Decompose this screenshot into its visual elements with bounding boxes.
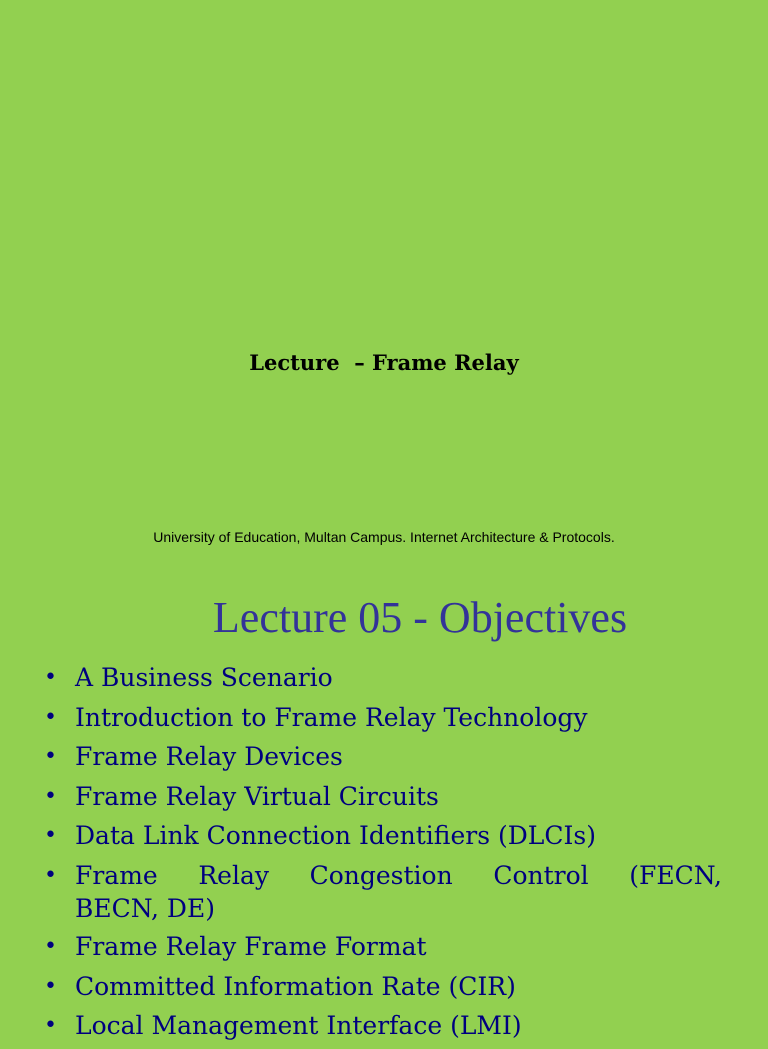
list-item <box>42 859 722 925</box>
bullet-icon: • <box>44 704 57 730</box>
bullet-icon: • <box>44 744 57 769</box>
list-item-text: Frame Relay Virtual Circuits <box>75 781 439 811</box>
list-item <box>42 819 722 853</box>
list-item <box>42 780 722 814</box>
list-item-text: Frame Relay Devices <box>75 742 343 771</box>
bullet-icon: • <box>44 934 57 959</box>
list-item <box>42 701 722 735</box>
list-item-text-continued: BECN, DE) <box>75 893 215 923</box>
bullet-icon: • <box>44 823 57 848</box>
slide-footer: University of Education, Multan Campus. Internet Architecture & Protocols. <box>153 529 615 545</box>
bullet-icon: • <box>44 1013 57 1038</box>
list-item <box>42 970 722 1004</box>
list-item-text: Local Management Interface (LMI) <box>75 1011 522 1040</box>
list-item-text: Introduction to Frame Relay Technology <box>75 702 588 732</box>
slide-title: Lecture – Frame Relay <box>249 350 519 375</box>
list-item-text: Data Link Connection Identifiers (DLCIs) <box>75 821 596 850</box>
list-item <box>42 930 722 964</box>
list-item-text: Frame Relay Congestion Control (FECN, <box>75 860 722 890</box>
list-item-text: A Business Scenario <box>75 663 333 692</box>
objectives-title: Lecture 05 - Objectives <box>212 593 628 642</box>
bullet-icon: • <box>44 862 57 888</box>
list-item <box>42 740 722 774</box>
bullet-icon: • <box>44 973 57 999</box>
list-item-text: Committed Information Rate (CIR) <box>75 971 516 1001</box>
list-item <box>42 1009 722 1043</box>
bullet-icon: • <box>44 783 57 809</box>
list-item-text: Frame Relay Frame Format <box>75 932 427 961</box>
list-item <box>42 661 722 695</box>
bullet-icon: • <box>44 665 57 690</box>
objectives-list <box>42 661 722 1049</box>
